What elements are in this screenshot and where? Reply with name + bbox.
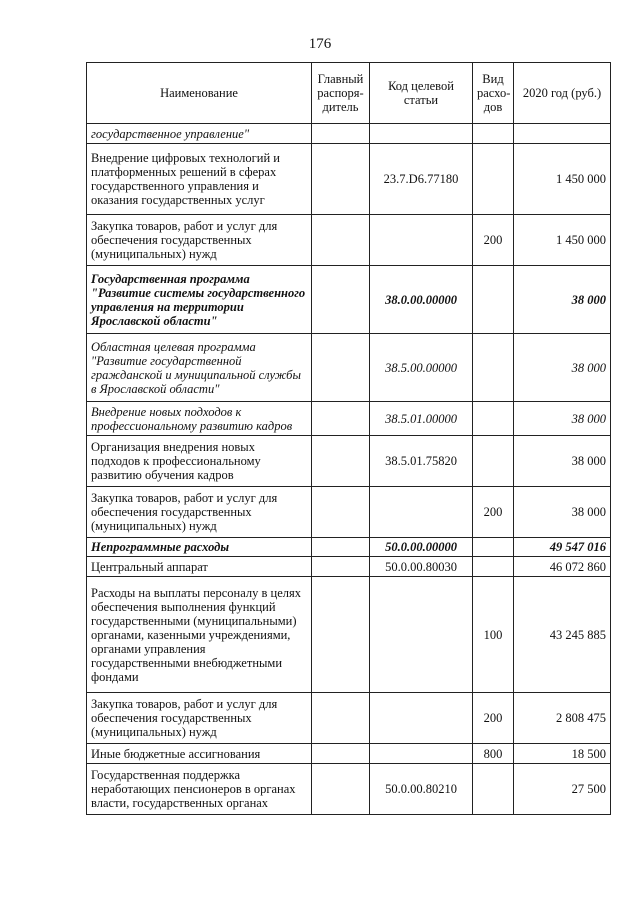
cell-kind: 800: [473, 744, 514, 764]
budget-table: [86, 62, 611, 815]
cell-admin: [312, 402, 370, 436]
table-row: [87, 124, 611, 144]
table-row: [87, 487, 611, 538]
cell-amount: 2 808 475: [514, 693, 611, 744]
cell-amount: 27 500: [514, 764, 611, 815]
cell-kind: 100: [473, 577, 514, 693]
cell-kind: [473, 144, 514, 215]
cell-admin: [312, 334, 370, 402]
page-number: 176: [308, 36, 332, 52]
table-header-row: [87, 63, 611, 124]
cell-admin: [312, 764, 370, 815]
table-row: [87, 144, 611, 215]
cell-admin: [312, 436, 370, 487]
cell-name: Закупка товаров, работ и услуг для обеспечения государственных (муниципальных) нужд: [87, 487, 312, 538]
cell-code: 38.5.00.00000: [370, 334, 473, 402]
cell-code: 50.0.00.00000: [370, 538, 473, 557]
table-row: [87, 764, 611, 815]
table-row: [87, 436, 611, 487]
cell-admin: [312, 744, 370, 764]
cell-name: государственное управление": [87, 124, 312, 144]
table-row: [87, 402, 611, 436]
header-kind: Вид расхо-дов: [473, 63, 514, 124]
table-body: [87, 124, 611, 815]
cell-code: 38.5.01.00000: [370, 402, 473, 436]
cell-admin: [312, 577, 370, 693]
cell-kind: [473, 334, 514, 402]
table-row: [87, 693, 611, 744]
cell-name: Закупка товаров, работ и услуг для обеспечения государственных (муниципальных) нужд: [87, 215, 312, 266]
cell-name: Закупка товаров, работ и услуг для обеспечения государственных (муниципальных) нужд: [87, 693, 312, 744]
cell-kind: [473, 557, 514, 577]
table-row: [87, 215, 611, 266]
cell-kind: 200: [473, 215, 514, 266]
cell-amount: 38 000: [514, 334, 611, 402]
cell-code: [370, 215, 473, 266]
table-row: [87, 557, 611, 577]
cell-name: Государственная поддержка неработающих пенсионеров в органах власти, государственных органах: [87, 764, 312, 815]
cell-name: Центральный аппарат: [87, 557, 312, 577]
cell-code: 50.0.00.80210: [370, 764, 473, 815]
cell-amount: 38 000: [514, 402, 611, 436]
cell-amount: 43 245 885: [514, 577, 611, 693]
cell-code: [370, 693, 473, 744]
cell-code: 23.7.D6.77180: [370, 144, 473, 215]
cell-kind: [473, 124, 514, 144]
cell-code: [370, 577, 473, 693]
cell-name: Организация внедрения новых подходов к профессиональному развитию обучения кадров: [87, 436, 312, 487]
cell-amount: 1 450 000: [514, 144, 611, 215]
cell-code: [370, 124, 473, 144]
cell-amount: 49 547 016: [514, 538, 611, 557]
cell-kind: 200: [473, 487, 514, 538]
cell-code: 38.0.00.00000: [370, 266, 473, 334]
cell-kind: [473, 266, 514, 334]
cell-admin: [312, 144, 370, 215]
cell-name: Иные бюджетные ассигнования: [87, 744, 312, 764]
cell-amount: 38 000: [514, 266, 611, 334]
cell-kind: [473, 764, 514, 815]
cell-amount: 38 000: [514, 436, 611, 487]
cell-amount: 1 450 000: [514, 215, 611, 266]
table-row: [87, 266, 611, 334]
cell-admin: [312, 538, 370, 557]
cell-code: [370, 487, 473, 538]
cell-name: Непрограммные расходы: [87, 538, 312, 557]
cell-name: Расходы на выплаты персоналу в целях обеспечения выполнения функций государственными (муниципальными) органами, казенными учреждениями, органами управления государственными внебюджетными фондами: [87, 577, 312, 693]
table-row: [87, 577, 611, 693]
cell-name: Внедрение новых подходов к профессиональному развитию кадров: [87, 402, 312, 436]
cell-name: Областная целевая программа "Развитие государственной гражданской и муниципальной службы в Ярославской области": [87, 334, 312, 402]
cell-code: 50.0.00.80030: [370, 557, 473, 577]
header-name: Наименование: [87, 63, 312, 124]
cell-kind: [473, 402, 514, 436]
cell-name: Внедрение цифровых технологий и платформенных решений в сферах государственного управления и оказания государственных услуг: [87, 144, 312, 215]
cell-kind: [473, 538, 514, 557]
table-row: [87, 334, 611, 402]
table-row: [87, 744, 611, 764]
cell-admin: [312, 215, 370, 266]
table-row: [87, 538, 611, 557]
header-amount: 2020 год (руб.): [514, 63, 611, 124]
cell-code: [370, 744, 473, 764]
cell-code: 38.5.01.75820: [370, 436, 473, 487]
cell-amount: 18 500: [514, 744, 611, 764]
cell-kind: [473, 436, 514, 487]
cell-kind: 200: [473, 693, 514, 744]
cell-name: Государственная программа "Развитие системы государственного управления на территории Ярославской области": [87, 266, 312, 334]
cell-admin: [312, 124, 370, 144]
cell-amount: 46 072 860: [514, 557, 611, 577]
header-code: Код целевой статьи: [370, 63, 473, 124]
cell-admin: [312, 266, 370, 334]
cell-admin: [312, 557, 370, 577]
cell-admin: [312, 693, 370, 744]
header-admin: Главный распоря-дитель: [312, 63, 370, 124]
cell-amount: 38 000: [514, 487, 611, 538]
cell-amount: [514, 124, 611, 144]
cell-admin: [312, 487, 370, 538]
